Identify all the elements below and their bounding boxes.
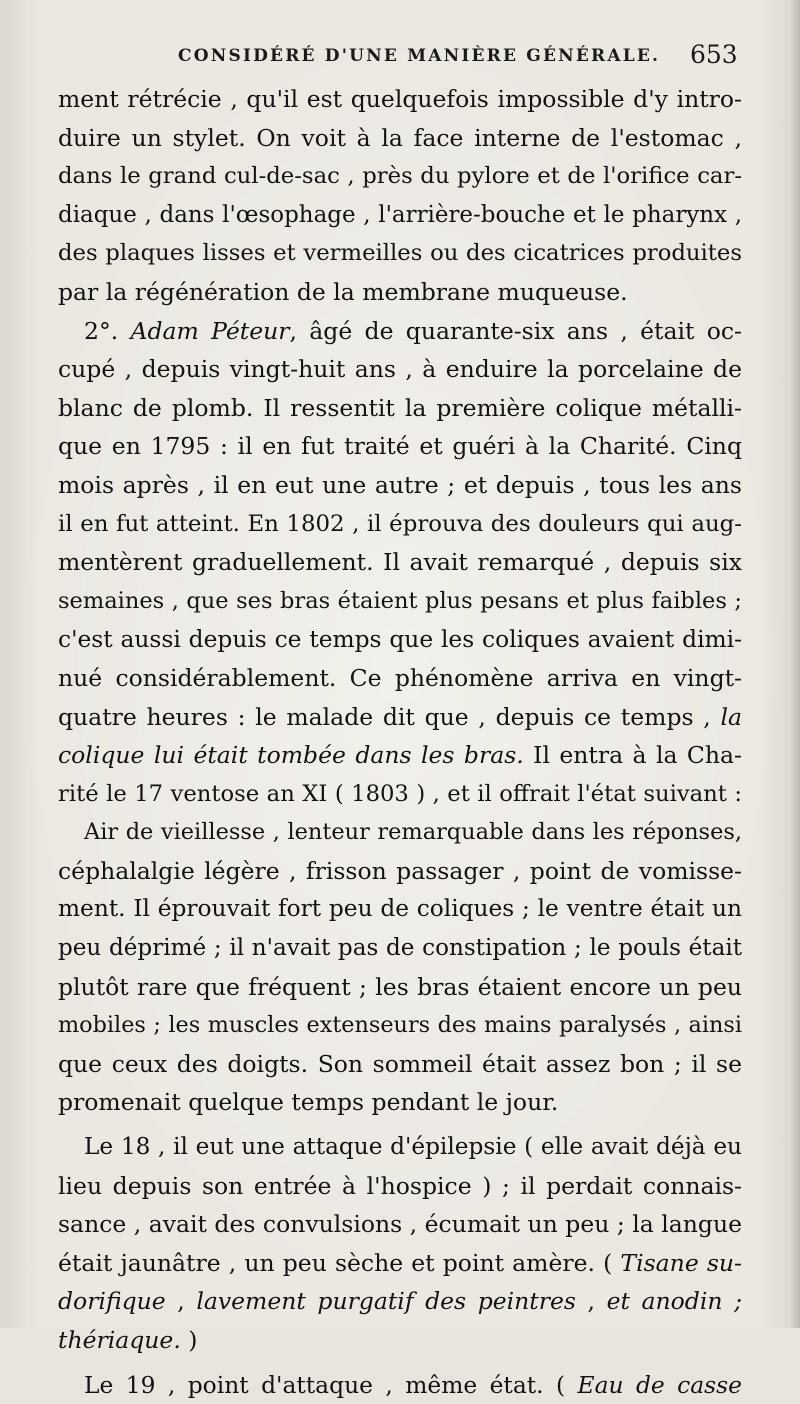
text-line: Air de vieillesse , lenteur remarquable dans les réponses, <box>84 819 742 846</box>
text-line: Le 19 , point d'attaque , même état. ( Eau de casse <box>84 1370 742 1399</box>
text-line: Le 18 , il eut une attaque d'épilepsie ( elle avait déjà eu <box>84 1133 742 1161</box>
text-line: par la régénération de la membrane muqueuse. <box>58 277 628 306</box>
text-line: blanc de plomb. Il ressentit la première colique métalli- <box>58 393 742 422</box>
text-line: mois après , il en eut une autre ; et depuis , tous les ans <box>58 470 742 499</box>
body-text <box>58 80 742 1404</box>
text-line: quatre heures : le malade dit que , depuis ce temps , la <box>58 702 742 731</box>
text-line: rité le 17 ventose an XI ( 1803 ) , et il offrait l'état suivant : <box>58 780 742 807</box>
text-line: céphalalgie légère , frisson passager , point de vomisse- <box>58 856 742 885</box>
page-edge-shadow <box>790 0 800 1328</box>
text-line: lieu depuis son entrée à l'hospice ) ; il perdait connais- <box>58 1171 742 1200</box>
text-line: mobiles ; les muscles extenseurs des mains paralysés , ainsi <box>58 1012 742 1039</box>
text-line: ment. Il éprouvait fort peu de coliques ; le ventre était un <box>58 895 742 923</box>
text-line: cupé , depuis vingt-huit ans , à enduire la porcelaine de <box>58 355 742 384</box>
text-line: c'est aussi depuis ce temps que les coliques avaient dimi- <box>58 625 742 654</box>
text-line: dans le grand cul-de-sac , près du pylore et de l'orifice car- <box>58 163 742 190</box>
page-number: 653 <box>690 40 738 69</box>
text-line: semaines , que ses bras étaient plus pesans et plus faibles ; <box>58 587 742 614</box>
text-line: thériaque. ) <box>58 1326 198 1354</box>
text-line: diaque , dans l'œsophage , l'arrière-bouche et le pharynx , <box>58 201 742 228</box>
text-line: mentèrent graduellement. Il avait remarqué , depuis six <box>58 548 742 577</box>
text-line: était jaunâtre , un peu sèche et point amère. ( Tisane su- <box>58 1248 742 1277</box>
text-line: 2°. Adam Péteur, âgé de quarante-six ans , était oc- <box>84 316 742 345</box>
patient-name: Adam Péteur <box>130 316 290 345</box>
text-line: ment rétrécie , qu'il est quelquefois impossible d'y intro- <box>58 85 742 113</box>
text-line: dorifique , lavement purgatif des peintres , et anodin ; <box>58 1287 742 1316</box>
text-line: que en 1795 : il en fut traité et guéri à la Charité. Cinq <box>58 432 742 461</box>
text-line: que ceux des doigts. Son sommeil était assez bon ; il se <box>58 1049 742 1078</box>
text-line: plutôt rare que fréquent ; les bras étaient encore un peu <box>58 972 742 1001</box>
text-line: colique lui était tombée dans les bras. Il entra à la Cha- <box>58 741 742 770</box>
text-line: promenait quelque temps pendant le jour. <box>58 1088 559 1117</box>
text-line: il en fut atteint. En 1802 , il éprouva des douleurs qui aug- <box>58 510 742 537</box>
text-line: des plaques lisses et vermeilles ou des cicatrices produites <box>58 240 742 267</box>
text-line: nué considérablement. Ce phénomène arriva en vingt- <box>58 663 742 692</box>
text-line: duire un stylet. On voit à la face interne de l'estomac , <box>58 123 742 152</box>
page-header <box>0 38 800 82</box>
running-head: CONSIDÉRÉ D'UNE MANIÈRE GÉNÉRALE. <box>178 46 661 66</box>
text-line: sance , avait des convulsions , écumait un peu ; la langue <box>58 1210 742 1239</box>
text-line: peu déprimé ; il n'avait pas de constipation ; le pouls était <box>58 935 742 962</box>
